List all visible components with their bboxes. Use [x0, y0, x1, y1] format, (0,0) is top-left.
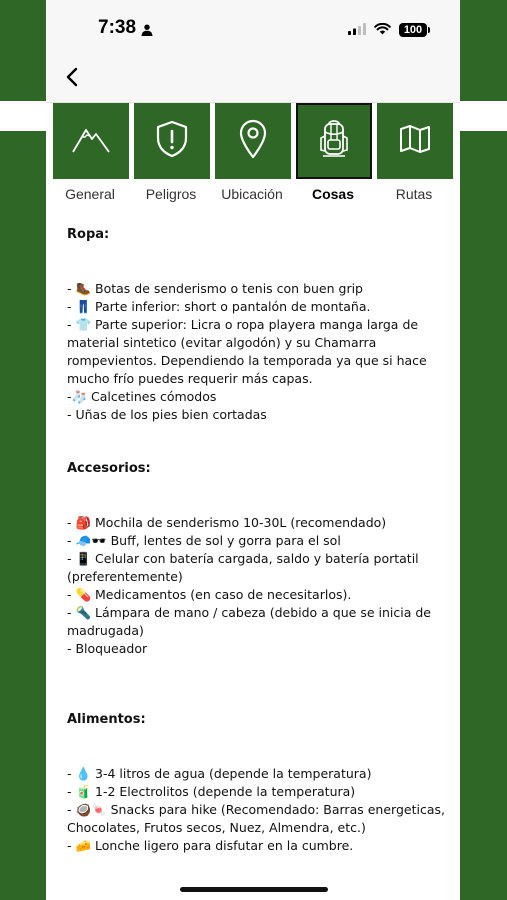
tab-ubicacion-tile[interactable]	[215, 103, 291, 179]
list-alimentos	[67, 765, 452, 855]
status-bar	[46, 0, 460, 58]
status-icons	[348, 20, 427, 39]
section-title-alimentos: Alimentos:	[67, 712, 146, 727]
mountain-icon	[71, 122, 111, 160]
tab-ubicacion-label: Ubicación	[221, 186, 283, 202]
shield-alert-icon	[154, 119, 190, 163]
list-ropa	[67, 280, 452, 424]
tab-cosas[interactable]	[296, 103, 372, 202]
section-title-ropa: Ropa:	[67, 227, 110, 242]
status-time: 7:38	[98, 17, 137, 38]
tab-cosas-tile[interactable]	[296, 103, 372, 179]
wifi-icon	[374, 20, 391, 39]
phone-screen	[46, 0, 460, 900]
list-item: - Bloqueador	[67, 641, 148, 656]
list-item: - 🧢🕶️ Buff, lentes de sol y gorra para el sol	[67, 533, 341, 548]
cellular-signal-icon	[348, 20, 366, 39]
backpack-icon	[317, 118, 351, 164]
list-item: - 🎒 Mochila de senderismo 10-30L (recomendado)	[67, 515, 387, 530]
tab-peligros-tile[interactable]	[134, 103, 210, 179]
list-item: - 🧀 Lonche ligero para disfutar en la cumbre.	[67, 838, 354, 853]
person-icon	[141, 21, 153, 40]
list-item: -🧦 Calcetines cómodos	[67, 389, 217, 404]
section-title-accesorios: Accesorios:	[67, 461, 151, 476]
tab-general-tile[interactable]	[53, 103, 129, 179]
battery-indicator: 100	[399, 23, 427, 37]
list-item: - 🥾 Botas de senderismo o tenis con buen grip	[67, 281, 363, 296]
home-indicator[interactable]	[180, 887, 328, 892]
tab-peligros[interactable]	[134, 103, 210, 202]
things-content	[67, 226, 452, 855]
list-accesorios	[67, 514, 452, 658]
tab-ubicacion[interactable]	[215, 103, 291, 202]
tab-general[interactable]	[53, 103, 129, 202]
list-item: - 🧃 1-2 Electrolitos (depende la temperatura)	[67, 784, 356, 799]
list-item: - 👖 Parte inferior: short o pantalón de montaña.	[67, 299, 371, 314]
tab-peligros-label: Peligros	[145, 186, 197, 202]
back-button[interactable]	[56, 63, 88, 95]
navigation-bar	[46, 58, 460, 103]
list-item: - 🔦 Lámpara de mano / cabeza (debido a que se inicia de madrugada)	[67, 605, 431, 638]
tab-rutas-label: Rutas	[395, 186, 433, 202]
list-item: - Uñas de los pies bien cortadas	[67, 407, 267, 422]
background-right-panel	[460, 0, 507, 900]
location-pin-icon	[238, 118, 268, 164]
tab-cosas-label: Cosas	[311, 186, 355, 202]
tab-rutas-tile[interactable]	[377, 103, 453, 179]
list-item: - 💧 3-4 litros de agua (depende la temperatura)	[67, 766, 372, 781]
tab-rutas[interactable]	[377, 103, 453, 202]
background-left-panel	[0, 0, 46, 900]
chevron-left-icon	[65, 67, 79, 91]
map-icon	[398, 123, 432, 159]
list-item: - 🥥🍬 Snacks para hike (Recomendado: Barras energeticas, Chocolates, Frutos secos, Nuez, Almendra, etc.)	[67, 802, 445, 835]
category-tabs	[53, 103, 455, 203]
tab-general-label: General	[65, 186, 115, 202]
list-item: - 👕 Parte superior: Licra o ropa playera manga larga de material sintetico (evitar algodón) y su Chamarra rompevientos. Dependiendo la temporada ya que si hace mucho frío puedes requerir más capas.	[67, 317, 427, 386]
list-item: - 💊 Medicamentos (en caso de necesitarlos).	[67, 587, 352, 602]
list-item: - 📱 Celular con batería cargada, saldo y batería portatil (preferentemente)	[67, 551, 419, 584]
